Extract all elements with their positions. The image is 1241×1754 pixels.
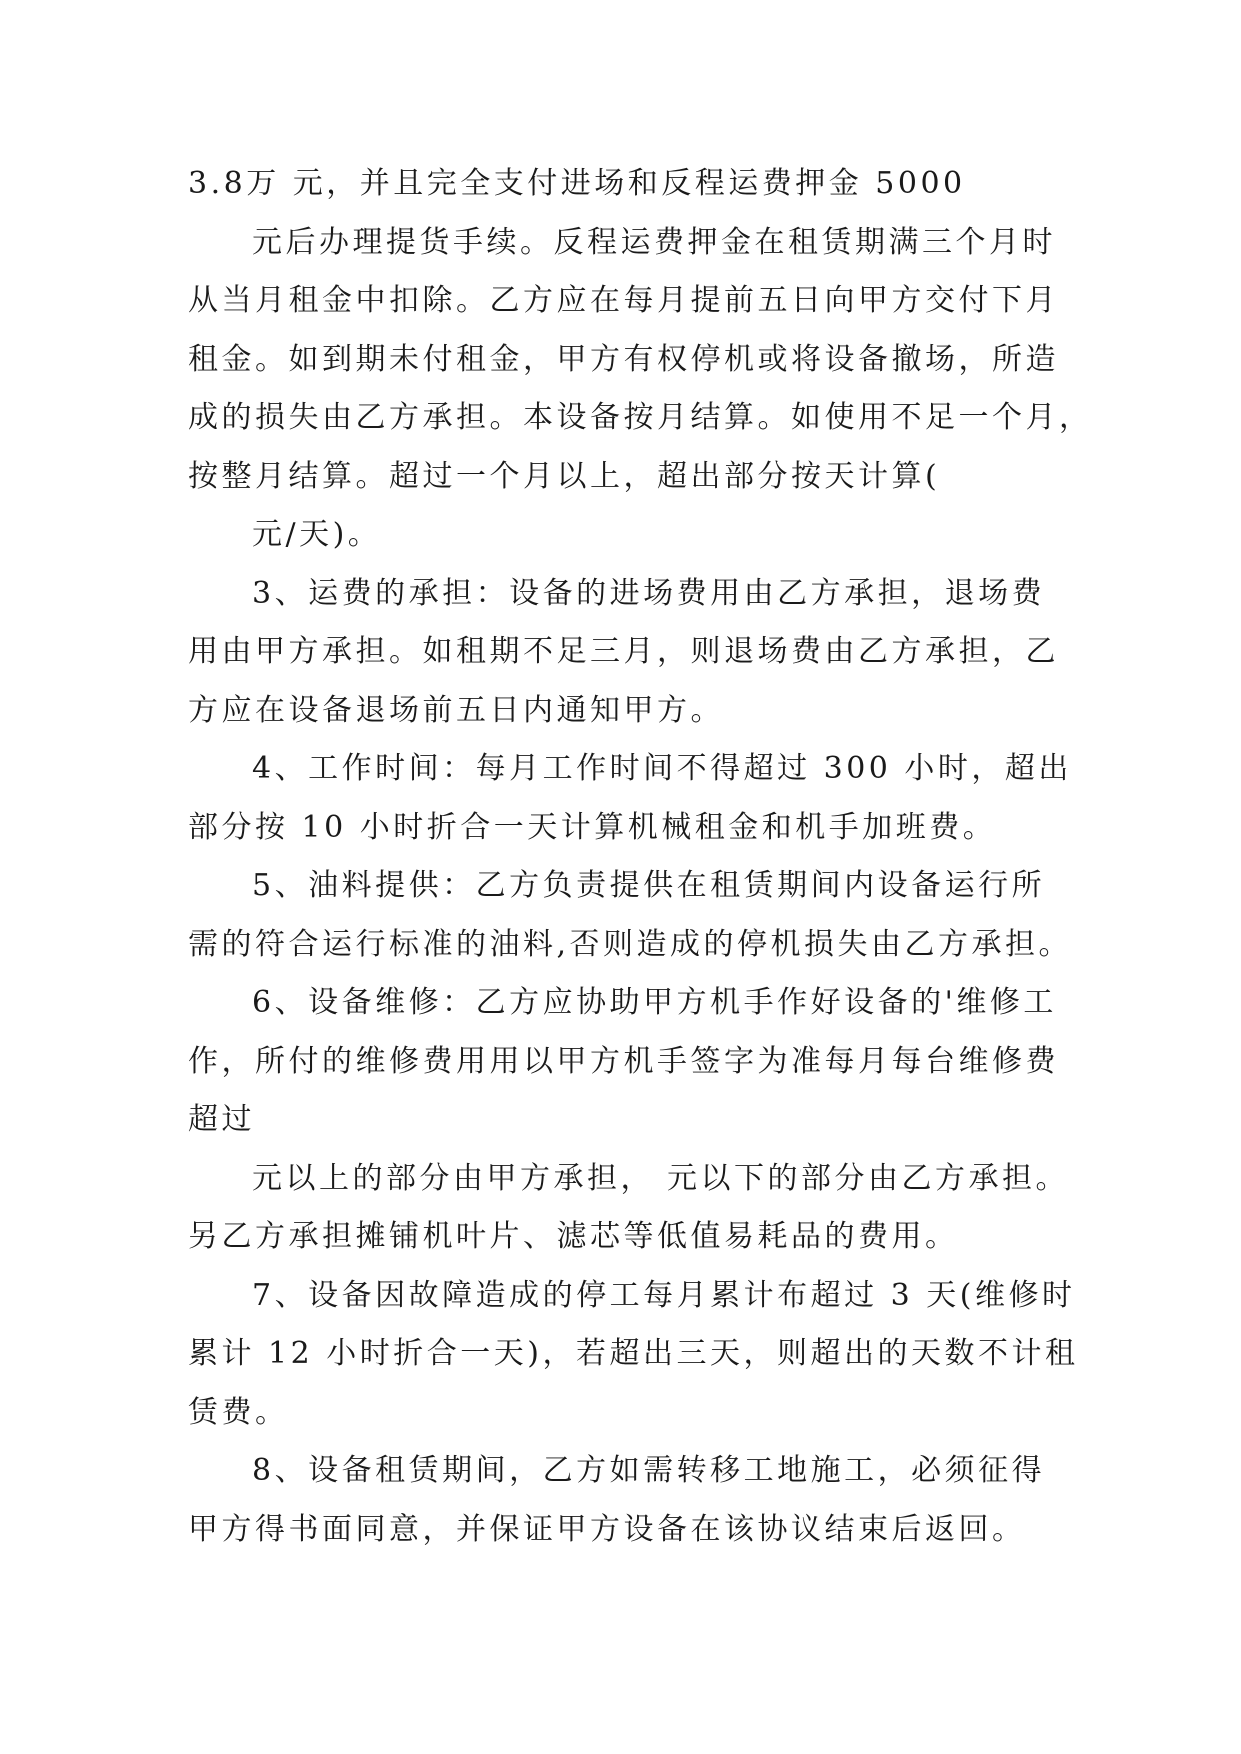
text-line: 3、运费的承担：设备的进场费用由乙方承担，退场费 — [252, 575, 1046, 611]
text-line: 甲方得书面同意，并保证甲方设备在该协议结束后返回。 — [188, 1511, 1026, 1547]
text-line: 累计 12 小时折合一天)，若超出三天，则超出的天数不计租 — [188, 1336, 1079, 1371]
text-line: 超过 — [188, 1102, 255, 1137]
text-line: 4、工作时间：每月工作时间不得超过 300 小时，超出 — [252, 751, 1072, 786]
text-line: 从当月租金中扣除。乙方应在每月提前五日向甲方交付下月 — [188, 283, 1059, 318]
text-line: 8、设备租赁期间，乙方如需转移工地施工，必须征得 — [252, 1453, 1046, 1488]
text-line: 5、油料提供：乙方负责提供在租赁期间内设备运行所 — [252, 868, 1046, 903]
text-line: 方应在设备退场前五日内通知甲方。 — [188, 692, 724, 728]
text-line: 赁费。 — [188, 1394, 289, 1430]
text-line: 部分按 10 小时折合一天计算机械租金和机手加班费。 — [188, 809, 997, 845]
text-line: 需的符合运行标准的油料,否则造成的停机损失由乙方承担。 — [188, 926, 1073, 962]
text-line: 另乙方承担摊铺机叶片、滤芯等低值易耗品的费用。 — [188, 1219, 959, 1254]
text-line: 3.8万 元，并且完全支付进场和反程运费押金 5000 — [188, 166, 966, 201]
text-line: 作，所付的维修费用用以甲方机手签字为准每月每台维修费 — [188, 1043, 1059, 1079]
text-line: 元/天)。 — [252, 517, 382, 552]
text-line: 7、设备因故障造成的停工每月累计布超过 3 天(维修时 — [252, 1277, 1076, 1313]
text-line: 按整月结算。超过一个月以上，超出部分按天计算( — [188, 458, 941, 494]
text-line: 成的损失由乙方承担。本设备按月结算。如使用不足一个月， — [188, 400, 1093, 435]
text-line: 用由甲方承担。如租期不足三月，则退场费由乙方承担，乙 — [188, 634, 1059, 669]
contract-text — [188, 155, 1093, 1559]
text-line: 元后办理提货手续。反程运费押金在租赁期满三个月时 — [252, 224, 1056, 260]
text-line: 6、设备维修：乙方应协助甲方机手作好设备的'维修工 — [252, 985, 1057, 1020]
text-line: 元以上的部分由甲方承担， 元以下的部分由乙方承担。 — [252, 1160, 1070, 1196]
text-line: 租金。如到期未付租金，甲方有权停机或将设备撤场，所造 — [188, 341, 1059, 377]
